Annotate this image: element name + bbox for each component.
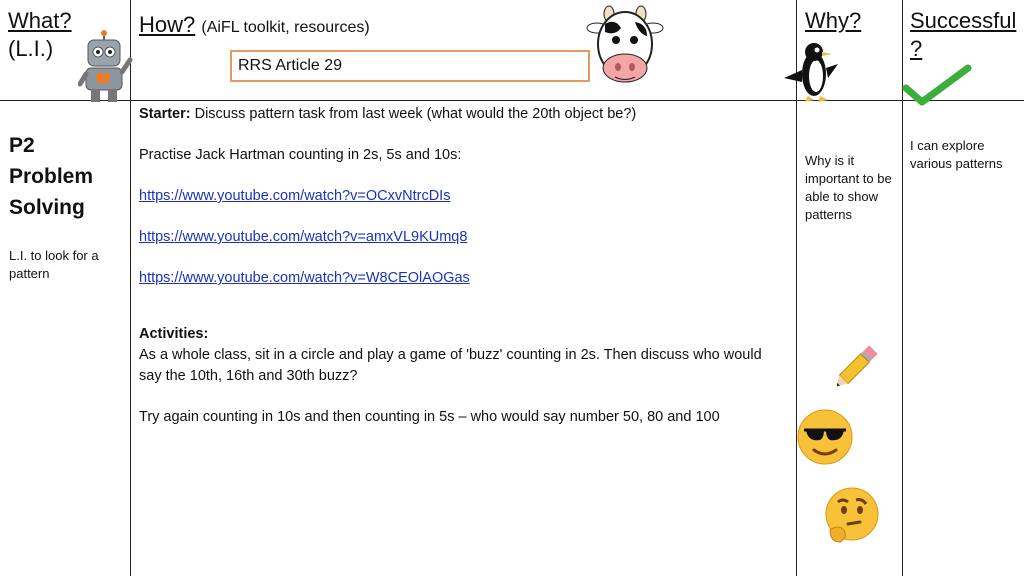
topic-line-2: Problem (9, 165, 94, 188)
learning-intention: L.I. to look for a pattern (9, 248, 99, 281)
robot-icon (78, 30, 134, 104)
success-criteria: I can explore various patterns (910, 138, 1003, 171)
successful-title: Successful (910, 8, 1017, 33)
what-title: What? (8, 8, 72, 33)
successful-title-2: ? (910, 36, 923, 61)
topic-line-1: P2 (9, 134, 35, 157)
starter-label: Starter: (139, 106, 191, 122)
rrs-article-box: RRS Article 29 (230, 50, 590, 82)
why-header (805, 8, 861, 34)
what-header (8, 8, 72, 62)
how-content (139, 104, 789, 428)
topic-title (9, 130, 93, 223)
how-header (139, 12, 370, 41)
successful-header (910, 8, 1016, 62)
video-link-1[interactable]: https://www.youtube.com/watch?v=OCxvNtrcDIs (139, 188, 451, 204)
sunglasses-emoji-icon (796, 408, 854, 466)
thinking-emoji-icon (822, 486, 880, 546)
how-subtitle: (AiFL toolkit, resources) (201, 19, 370, 36)
activity-1: As a whole class, sit in a circle and play a game of 'buzz' counting in 2s. Then discuss who would say the 10th, 16th and 30th buzz? (139, 347, 762, 384)
activity-2: Try again counting in 10s and then counting in 5s – who would say number 50, 80 and 100 (139, 409, 720, 425)
header-divider-line (0, 100, 1024, 101)
why-title: Why? (805, 8, 862, 33)
how-title: How? (139, 12, 196, 37)
what-subtitle: (L.I.) (8, 36, 54, 61)
activities-label: Activities: (139, 326, 209, 342)
why-text: Why is it important to be able to show patterns (805, 153, 892, 222)
topic-line-3: Solving (9, 196, 85, 219)
starter-line (139, 104, 789, 125)
penguin-icon (780, 38, 842, 104)
checkmark-icon (902, 64, 972, 106)
starter-text: Discuss pattern task from last week (what would the 20th object be?) (194, 106, 637, 122)
video-link-2[interactable]: https://www.youtube.com/watch?v=amxVL9KUmq8 (139, 229, 468, 245)
pencil-icon (828, 340, 882, 396)
cow-icon (585, 2, 665, 98)
video-link-3[interactable]: https://www.youtube.com/watch?v=W8CEOlAOGas (139, 270, 470, 286)
practise-text: Practise Jack Hartman counting in 2s, 5s and 10s: (139, 147, 462, 163)
